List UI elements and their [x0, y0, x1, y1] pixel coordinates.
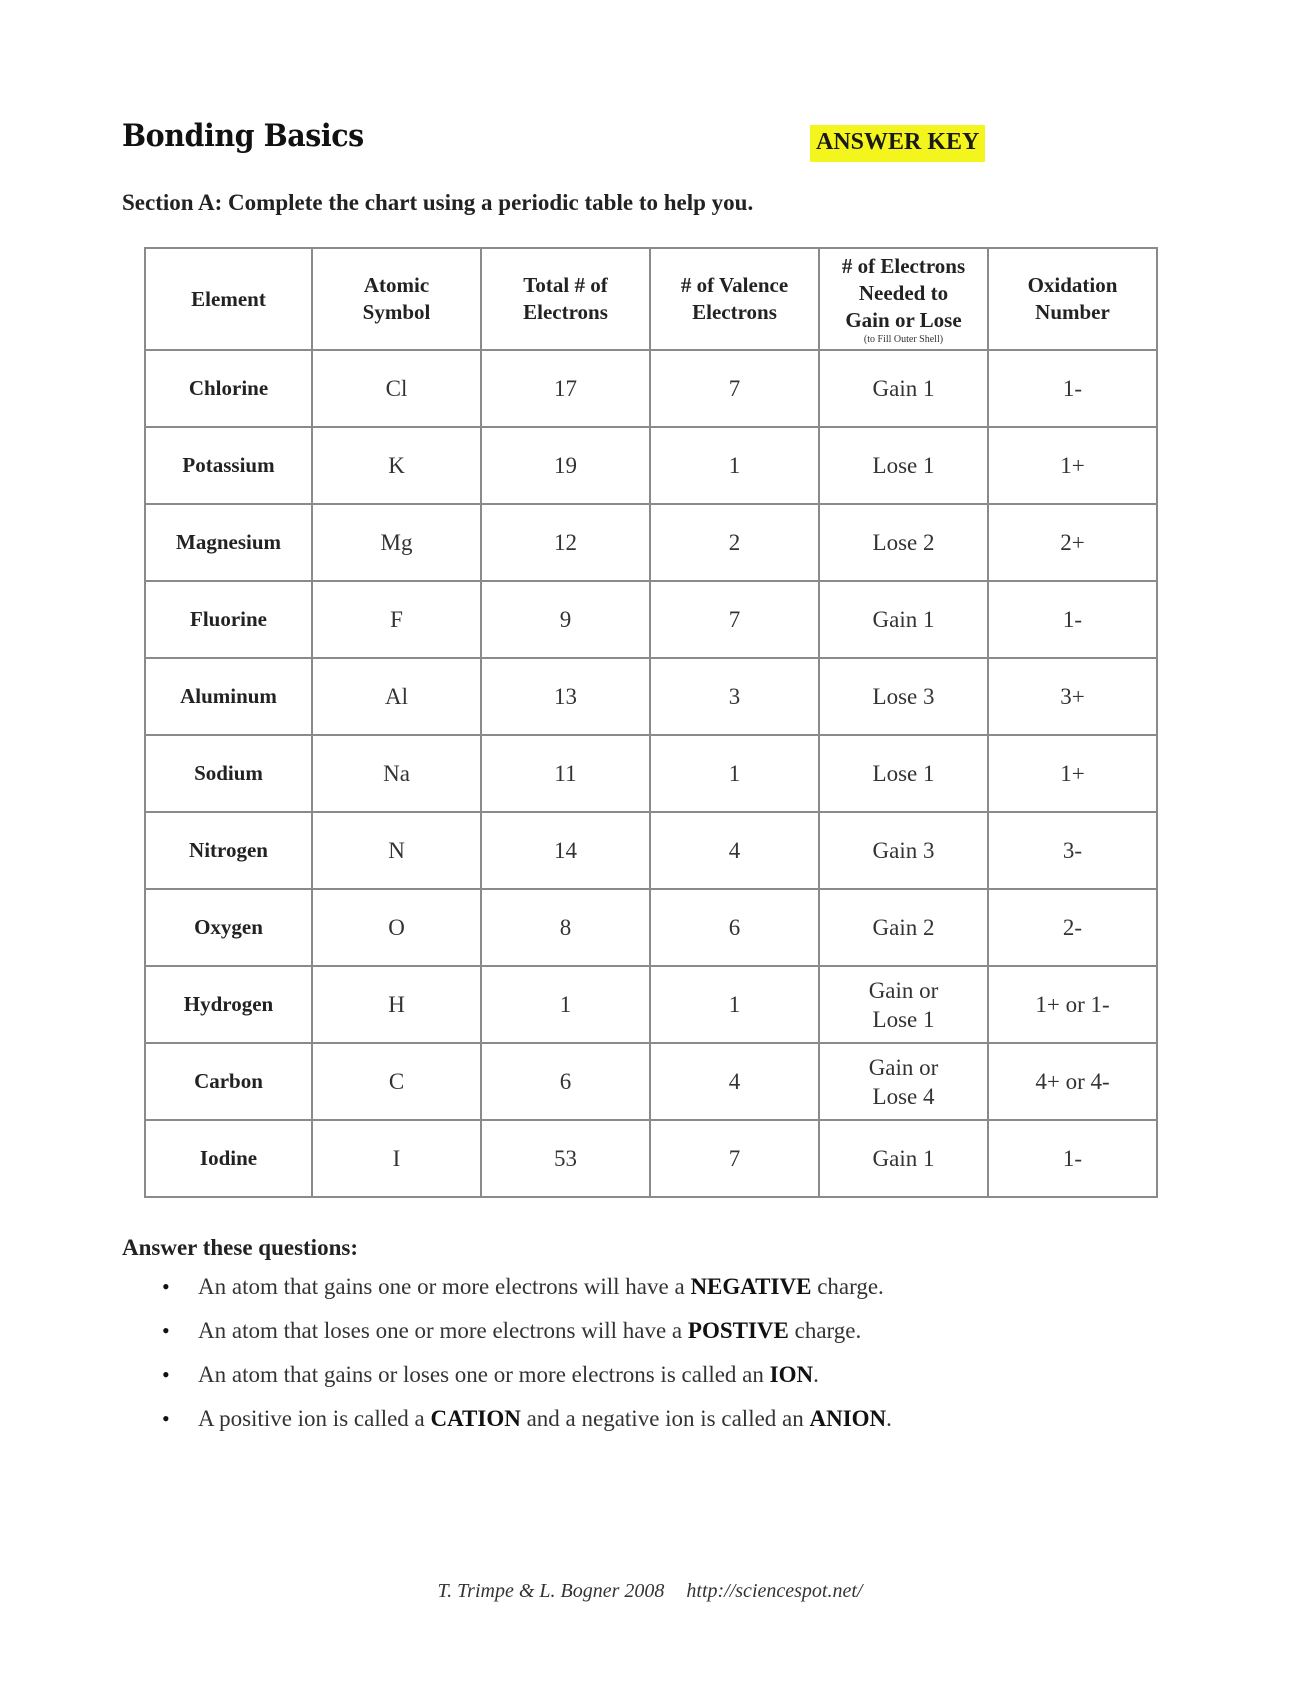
- header-electrons-needed: # of Electrons Needed to Gain or Lose (to Fill Outer Shell): [819, 248, 988, 350]
- cell-atomic-symbol: O: [312, 889, 481, 966]
- table-row: [145, 812, 1157, 889]
- cell-valence-electrons: 7: [650, 350, 819, 427]
- cell-element: Nitrogen: [145, 812, 312, 889]
- section-a-instruction: Section A: Complete the chart using a periodic table to help you.: [122, 190, 754, 215]
- cell-atomic-symbol: Mg: [312, 504, 481, 581]
- question-item: • An atom that gains or loses one or more electrons is called an ION.: [160, 1360, 1160, 1390]
- header-valence-electrons: # of Valence Electrons: [650, 248, 819, 350]
- cell-atomic-symbol: F: [312, 581, 481, 658]
- cell-total-electrons: 17: [481, 350, 650, 427]
- cell-element: Oxygen: [145, 889, 312, 966]
- table-row: [145, 1120, 1157, 1197]
- table-body: [145, 350, 1157, 1197]
- table-row: [145, 427, 1157, 504]
- cell-valence-electrons: 7: [650, 1120, 819, 1197]
- cell-total-electrons: 53: [481, 1120, 650, 1197]
- cell-element: Chlorine: [145, 350, 312, 427]
- cell-total-electrons: 6: [481, 1043, 650, 1120]
- header-atomic-symbol: Atomic Symbol: [312, 248, 481, 350]
- cell-oxidation-number: 1-: [988, 581, 1157, 658]
- table-row: [145, 504, 1157, 581]
- header-element: Element: [145, 248, 312, 350]
- cell-electrons-needed: Gain 3: [819, 812, 988, 889]
- cell-element: Potassium: [145, 427, 312, 504]
- cell-valence-electrons: 4: [650, 812, 819, 889]
- cell-valence-electrons: 4: [650, 1043, 819, 1120]
- table-header-row: [145, 248, 1157, 350]
- cell-total-electrons: 14: [481, 812, 650, 889]
- cell-total-electrons: 19: [481, 427, 650, 504]
- cell-element: Fluorine: [145, 581, 312, 658]
- cell-oxidation-number: 1+: [988, 427, 1157, 504]
- cell-total-electrons: 12: [481, 504, 650, 581]
- cell-oxidation-number: 1+ or 1-: [988, 966, 1157, 1043]
- table-row: [145, 735, 1157, 812]
- bonding-chart: [144, 247, 1158, 1198]
- cell-total-electrons: 13: [481, 658, 650, 735]
- header-oxidation-number: Oxidation Number: [988, 248, 1157, 350]
- bullet-icon: •: [162, 1362, 170, 1387]
- bullet-icon: •: [162, 1318, 170, 1343]
- cell-element: Aluminum: [145, 658, 312, 735]
- header-needed-note: (to Fill Outer Shell): [863, 333, 944, 345]
- cell-oxidation-number: 2-: [988, 889, 1157, 966]
- cell-oxidation-number: 1+: [988, 735, 1157, 812]
- table-row: [145, 966, 1157, 1043]
- cell-electrons-needed: Gain 2: [819, 889, 988, 966]
- footer-url: http://sciencespot.net/: [686, 1580, 863, 1602]
- bullet-icon: •: [162, 1406, 170, 1431]
- cell-element: Magnesium: [145, 504, 312, 581]
- question-item: • An atom that gains one or more electrons will have a NEGATIVE charge.: [160, 1272, 1160, 1302]
- cell-atomic-symbol: Cl: [312, 350, 481, 427]
- cell-electrons-needed: Lose 1: [819, 427, 988, 504]
- table-row: [145, 581, 1157, 658]
- cell-total-electrons: 9: [481, 581, 650, 658]
- questions-list: [160, 1272, 1160, 1448]
- questions-heading: Answer these questions:: [122, 1235, 358, 1260]
- cell-oxidation-number: 3-: [988, 812, 1157, 889]
- cell-atomic-symbol: N: [312, 812, 481, 889]
- cell-valence-electrons: 1: [650, 735, 819, 812]
- answer-key-label: ANSWER KEY: [810, 125, 985, 162]
- answer-term: ANION: [809, 1406, 887, 1431]
- cell-electrons-needed: Gain or Lose 4: [819, 1043, 988, 1120]
- cell-element: Sodium: [145, 735, 312, 812]
- footer-authors: T. Trimpe & L. Bogner 2008: [437, 1580, 665, 1602]
- answer-term: POSTIVE: [687, 1318, 789, 1343]
- question-item: • A positive ion is called a CATION and a negative ion is called an ANION.: [160, 1404, 1160, 1434]
- cell-electrons-needed: Lose 3: [819, 658, 988, 735]
- cell-oxidation-number: 2+: [988, 504, 1157, 581]
- table-row: [145, 658, 1157, 735]
- cell-valence-electrons: 7: [650, 581, 819, 658]
- cell-atomic-symbol: K: [312, 427, 481, 504]
- cell-atomic-symbol: Na: [312, 735, 481, 812]
- cell-atomic-symbol: I: [312, 1120, 481, 1197]
- worksheet-title: Bonding Basics: [122, 118, 364, 154]
- cell-oxidation-number: 3+: [988, 658, 1157, 735]
- cell-oxidation-number: 4+ or 4-: [988, 1043, 1157, 1120]
- cell-oxidation-number: 1-: [988, 350, 1157, 427]
- cell-valence-electrons: 1: [650, 966, 819, 1043]
- cell-electrons-needed: Gain 1: [819, 350, 988, 427]
- footer-credit: [0, 1580, 1300, 1603]
- cell-atomic-symbol: C: [312, 1043, 481, 1120]
- cell-valence-electrons: 3: [650, 658, 819, 735]
- cell-atomic-symbol: H: [312, 966, 481, 1043]
- cell-electrons-needed: Lose 2: [819, 504, 988, 581]
- cell-total-electrons: 1: [481, 966, 650, 1043]
- cell-electrons-needed: Gain 1: [819, 1120, 988, 1197]
- bullet-icon: •: [162, 1274, 170, 1299]
- question-item: • An atom that loses one or more electrons will have a POSTIVE charge.: [160, 1316, 1160, 1346]
- table-row: [145, 1043, 1157, 1120]
- cell-electrons-needed: Lose 1: [819, 735, 988, 812]
- answer-term: CATION: [430, 1406, 521, 1431]
- header-total-electrons: Total # of Electrons: [481, 248, 650, 350]
- cell-electrons-needed: Gain 1: [819, 581, 988, 658]
- cell-electrons-needed: Gain or Lose 1: [819, 966, 988, 1043]
- cell-element: Hydrogen: [145, 966, 312, 1043]
- cell-valence-electrons: 2: [650, 504, 819, 581]
- cell-element: Iodine: [145, 1120, 312, 1197]
- table-row: [145, 889, 1157, 966]
- cell-total-electrons: 8: [481, 889, 650, 966]
- cell-total-electrons: 11: [481, 735, 650, 812]
- table-row: [145, 350, 1157, 427]
- cell-valence-electrons: 1: [650, 427, 819, 504]
- answer-term: NEGATIVE: [690, 1274, 812, 1299]
- answer-term: ION: [769, 1362, 814, 1387]
- cell-element: Carbon: [145, 1043, 312, 1120]
- cell-valence-electrons: 6: [650, 889, 819, 966]
- cell-atomic-symbol: Al: [312, 658, 481, 735]
- cell-oxidation-number: 1-: [988, 1120, 1157, 1197]
